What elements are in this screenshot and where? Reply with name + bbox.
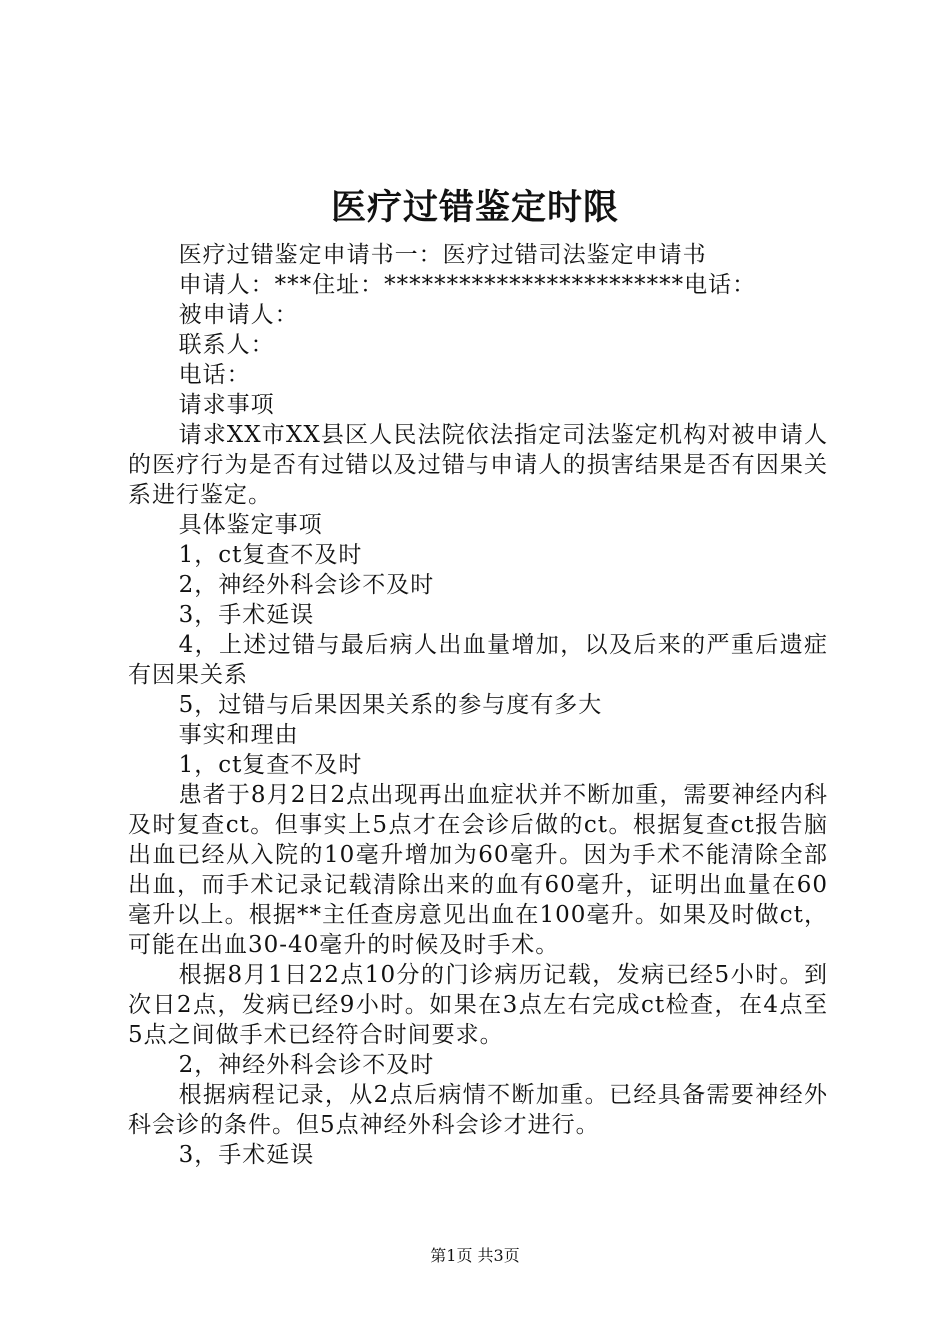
section-heading-requests: 请求事项 [178, 392, 275, 418]
paragraph-body: 根据病程记录，从2点后病情不断加重。已经具备需要神经外科会诊的条件。但5点神经外科会诊才进行。 [128, 1082, 828, 1138]
paragraph-contact: 联系人： [178, 332, 275, 358]
paragraph-applicant: 申请人：***住址：************************电话： [178, 272, 757, 298]
paragraph-body: 患者于8月2日2点出现再出血症状并不断加重，需要神经内科及时复查ct。但事实上5点才在会诊后做的ct。根据复查ct报告脑出血已经从入院的10毫升增加为60毫升。因为手术不能清除全部出血，而手术记录记载清除出来的血有60毫升，证明出血量在60毫升以上。根据**主任查房意见出血在100毫升。如果及时做ct，可能在出血30-40毫升的时候及时手术。 [128, 782, 828, 958]
subsection-heading: 2，神经外科会诊不及时 [178, 1052, 435, 1078]
list-item: 2，神经外科会诊不及时 [178, 572, 435, 598]
subsection-heading: 3，手术延误 [178, 1142, 315, 1168]
paragraph-body: 根据8月1日22点10分的门诊病历记载，发病已经5小时。到次日2点，发病已经9小时。如果在3点左右完成ct检查，在4点至5点之间做手术已经符合时间要求。 [128, 962, 828, 1048]
paragraph-phone: 电话： [178, 362, 251, 388]
paragraph-request: 请求XX市XX县区人民法院依法指定司法鉴定机构对被申请人的医疗行为是否有过错以及过错与申请人的损害结果是否有因果关系进行鉴定。 [128, 422, 828, 508]
section-heading-facts: 事实和理由 [178, 722, 299, 748]
list-item: 1，ct复查不及时 [178, 542, 363, 568]
document-body [128, 240, 828, 1170]
list-item: 4，上述过错与最后病人出血量增加，以及后来的严重后遗症有因果关系 [128, 632, 828, 688]
paragraph-application-heading: 医疗过错鉴定申请书一：医疗过错司法鉴定申请书 [178, 242, 707, 268]
paragraph-respondent: 被申请人： [178, 302, 299, 328]
subsection-heading: 1，ct复查不及时 [178, 752, 363, 778]
document-title: 医疗过错鉴定时限 [330, 187, 619, 228]
page-footer: 第1页 共3页 [430, 1246, 520, 1265]
list-item: 5，过错与后果因果关系的参与度有多大 [178, 692, 603, 718]
section-heading-items: 具体鉴定事项 [178, 512, 323, 538]
list-item: 3，手术延误 [178, 602, 315, 628]
